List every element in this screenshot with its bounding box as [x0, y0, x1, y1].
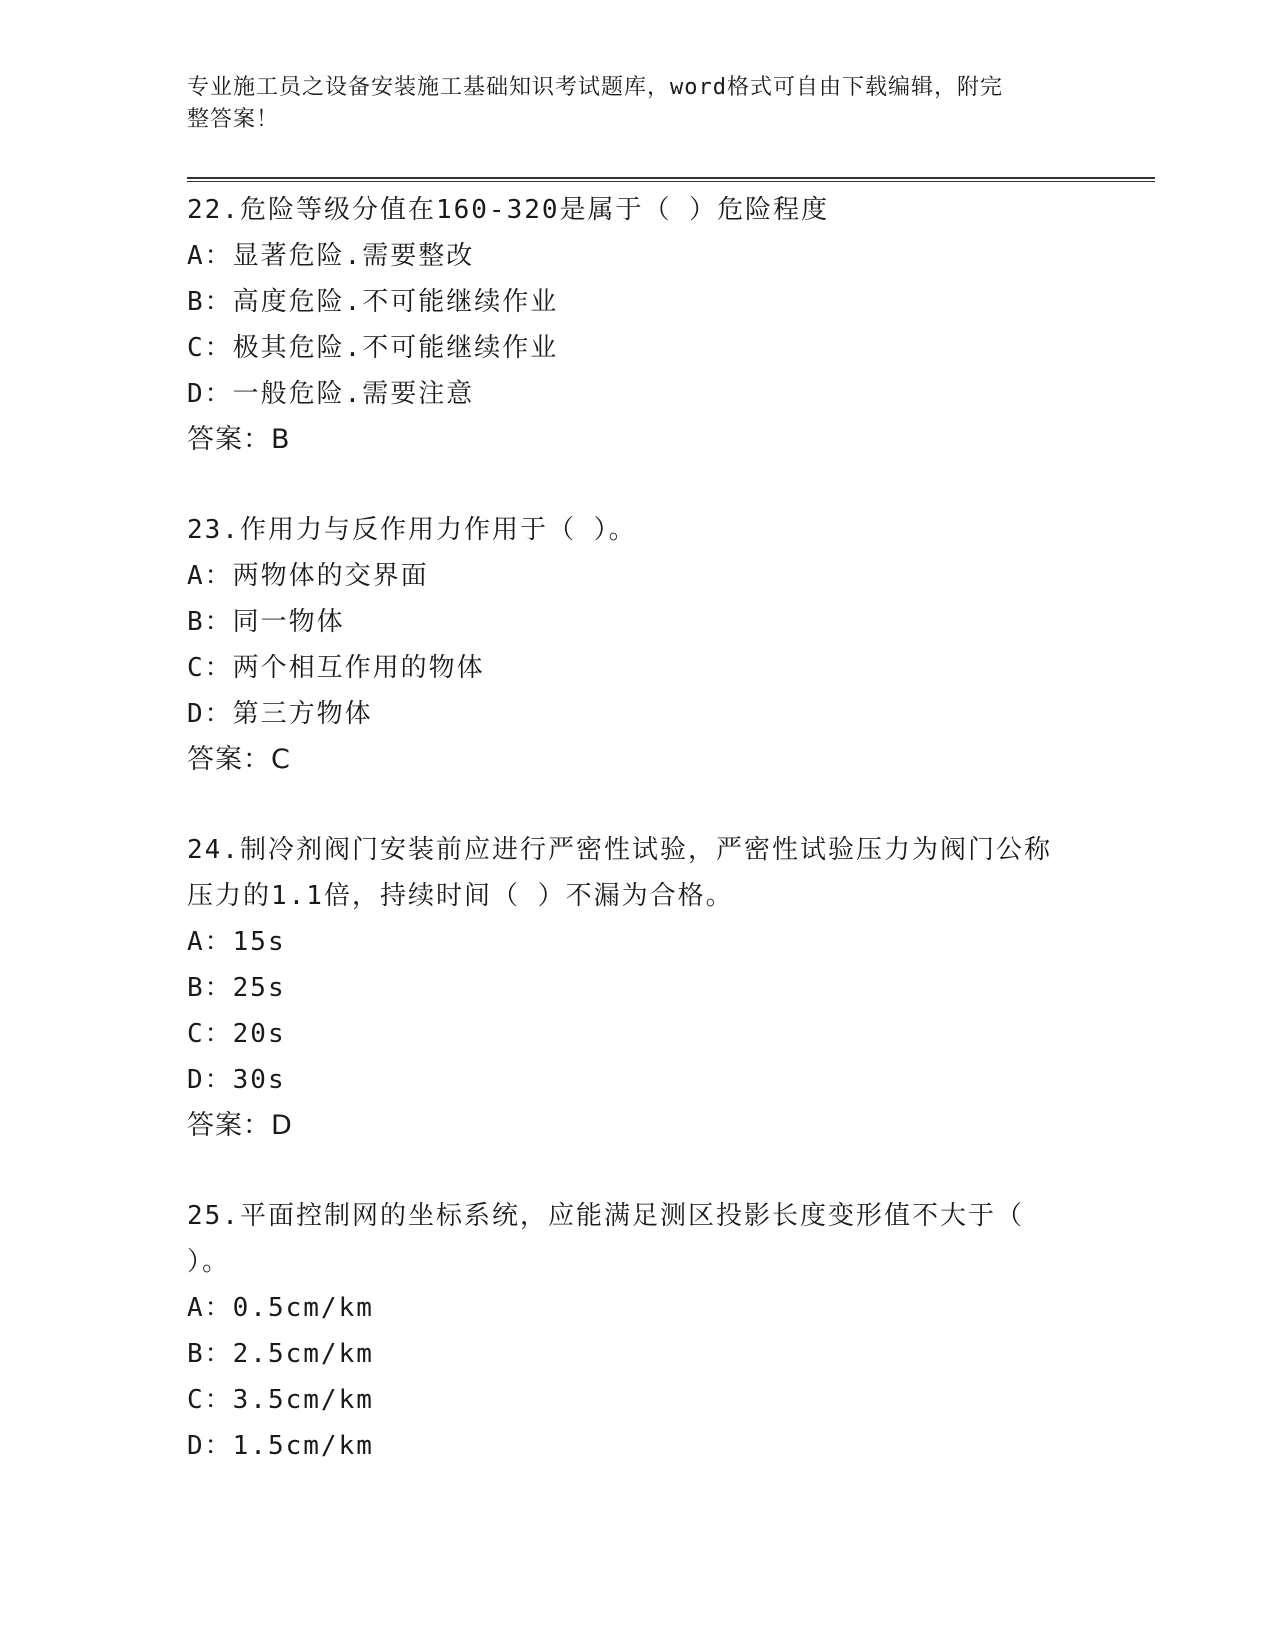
option-a: A：0.5cm/km	[187, 1293, 374, 1323]
question-text-line-1: 25.平面控制网的坐标系统，应能满足测区投影长度变形值不大于（	[187, 1201, 1024, 1231]
question-text-line-2: 压力的1.1倍，持续时间（ ）不漏为合格。	[187, 881, 734, 911]
option-a: A：15s	[187, 927, 286, 957]
question-24	[187, 827, 1087, 1149]
question-text: 23.作用力与反作用力作用于（ ）。	[187, 515, 637, 545]
question-25	[187, 1193, 1087, 1469]
question-22	[187, 187, 1087, 463]
answer-label: 答案：D	[187, 1110, 293, 1141]
question-text: 22.危险等级分值在160-320是属于（ ）危险程度	[187, 195, 830, 225]
option-a: A：两物体的交界面	[187, 561, 429, 591]
header-divider-thin	[187, 181, 1155, 182]
header-line-1: 专业施工员之设备安装施工基础知识考试题库，word格式可自由下载编辑，附完	[187, 75, 1003, 100]
header-line-2: 整答案！	[187, 107, 280, 132]
header-divider-thick	[187, 177, 1155, 179]
option-b: B：高度危险.不可能继续作业	[187, 287, 559, 317]
option-c: C：3.5cm/km	[187, 1385, 374, 1415]
option-c: C：极其危险.不可能继续作业	[187, 333, 559, 363]
answer-label: 答案：B	[187, 424, 291, 455]
option-b: B：同一物体	[187, 607, 345, 637]
option-d: D：一般危险.需要注意	[187, 379, 475, 409]
spacer	[187, 1149, 1087, 1193]
document-header	[187, 72, 1067, 136]
answer-label: 答案：C	[187, 744, 291, 775]
spacer	[187, 463, 1087, 507]
option-d: D：第三方物体	[187, 699, 373, 729]
question-text-line-1: 24.制冷剂阀门安装前应进行严密性试验，严密性试验压力为阀门公称	[187, 835, 1052, 865]
question-text-line-2: ）。	[187, 1247, 231, 1277]
option-b: B：2.5cm/km	[187, 1339, 374, 1369]
option-d: D：30s	[187, 1065, 286, 1095]
option-c: C：20s	[187, 1019, 286, 1049]
question-23	[187, 507, 1087, 783]
spacer	[187, 783, 1087, 827]
option-d: D：1.5cm/km	[187, 1431, 374, 1461]
option-c: C：两个相互作用的物体	[187, 653, 485, 683]
question-list	[187, 187, 1087, 1469]
option-a: A：显著危险.需要整改	[187, 241, 475, 271]
option-b: B：25s	[187, 973, 286, 1003]
